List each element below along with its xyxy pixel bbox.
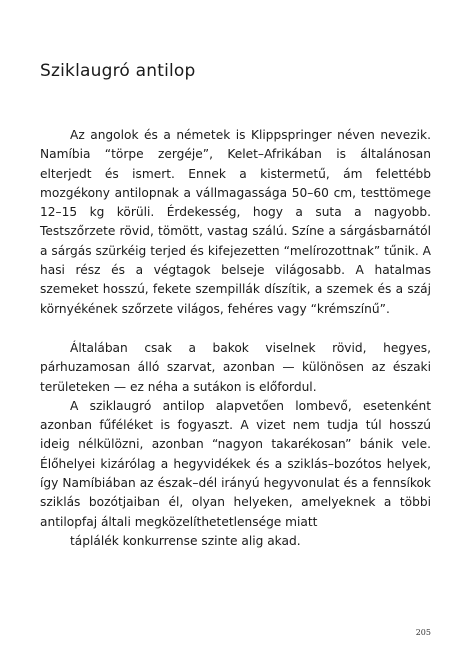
page-title: Sziklaugró antilop <box>40 61 196 81</box>
body-text <box>40 126 431 551</box>
paragraph-horns: Általában csak a bakok viselnek rövid, hegyes, párhuzamosan álló szarvat, azonban — különösen az északi területeken — ez néha a sutákon is előfordul. <box>40 340 431 394</box>
paragraph-continuation: táplálék konkurrense szinte alig akad. <box>70 533 301 548</box>
paragraph-diet-habitat: A sziklaugró antilop alapvetően lombevő, esetenként azonban fűféléket is fogyaszt. A vizet nem tudja túl hosszú ideig nélkülözni, azonban “nagyon takarékosan” bánik vele. Élőhelyei kizárólag a hegyvidékek és a sziklás–bozótos helyek, így Namíbiában az észak–dél irányú hegyvonulat és a fennsíkok sziklás bozótjaiban él, olyan helyeken, amelyeknek a többi antilopfaj általi megközelíthetetlensége miatt <box>40 398 431 529</box>
paragraph-gap <box>40 319 431 339</box>
page-number: 205 <box>415 628 431 637</box>
paragraph-description: Az angolok és a németek is Klippspringer néven nevezik. Namíbia “törpe zergéje”, Kelet–Afrikában is általánosan elterjedt és ismert. Ennek a kistermetű, ám felettébb mozgékony antilopnak a vállmagassága 50–60 cm, testtömege 12–15 kg körüli. Érdekesség, hogy a suta a nagyobb. Testszőrzete rövid, tömött, vastag szálú. Színe a sárgásbarnától a sárgás szürkéig terjed és kifejezetten “melírozottnak” tűnik. A hasi rész és a végtagok belseje világosabb. A hatalmas szemeket hosszú, fekete szempillák díszítik, a szemek és a száj környékének szőrzete világos, fehéres vagy “krémszínű”. <box>40 128 431 316</box>
